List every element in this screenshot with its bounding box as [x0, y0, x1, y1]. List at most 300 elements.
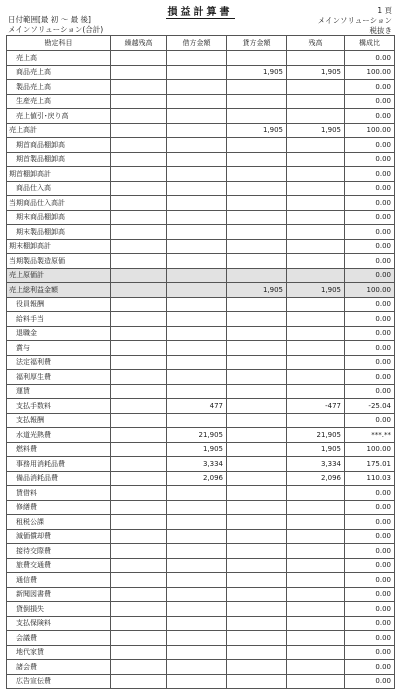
ratio-cell: 0.00 [345, 602, 395, 617]
table-row [7, 341, 395, 356]
ratio-cell: 0.00 [345, 486, 395, 501]
balance-cell: 1,905 [287, 123, 345, 138]
carryover-cell [111, 674, 167, 689]
credit-cell [227, 384, 287, 399]
balance-cell [287, 152, 345, 167]
credit-cell [227, 602, 287, 617]
carryover-cell [111, 645, 167, 660]
credit-cell [227, 239, 287, 254]
carryover-cell [111, 326, 167, 341]
ratio-cell: 0.00 [345, 167, 395, 182]
balance-cell [287, 196, 345, 211]
credit-cell [227, 167, 287, 182]
ratio-cell: 0.00 [345, 631, 395, 646]
account-name-cell: 売上原価計 [7, 268, 111, 283]
table-row [7, 428, 395, 443]
ratio-cell: -25.04 [345, 399, 395, 414]
carryover-cell [111, 399, 167, 414]
credit-cell [227, 500, 287, 515]
ratio-cell: 0.00 [345, 515, 395, 530]
balance-cell [287, 297, 345, 312]
debit-cell [167, 283, 227, 298]
balance-cell: 1,905 [287, 65, 345, 80]
ratio-cell: 0.00 [345, 645, 395, 660]
table-row [7, 283, 395, 298]
table-row [7, 123, 395, 138]
carryover-cell [111, 573, 167, 588]
account-name-cell: 期首製品棚卸高 [7, 152, 111, 167]
debit-cell [167, 123, 227, 138]
account-name-cell: 期首商品棚卸高 [7, 138, 111, 153]
ratio-cell: 100.00 [345, 283, 395, 298]
balance-cell [287, 544, 345, 559]
debit-cell [167, 529, 227, 544]
debit-cell [167, 239, 227, 254]
report-info-left [8, 15, 103, 35]
credit-cell [227, 616, 287, 631]
table-row [7, 486, 395, 501]
ratio-cell: 0.00 [345, 210, 395, 225]
ratio-cell: 0.00 [345, 94, 395, 109]
balance-cell [287, 312, 345, 327]
account-name-cell: 売上高計 [7, 123, 111, 138]
credit-cell [227, 573, 287, 588]
credit-cell [227, 587, 287, 602]
balance-cell [287, 355, 345, 370]
carryover-cell [111, 457, 167, 472]
ratio-cell: 175.01 [345, 457, 395, 472]
balance-cell [287, 51, 345, 66]
credit-cell [227, 326, 287, 341]
table-row [7, 529, 395, 544]
balance-cell [287, 616, 345, 631]
balance-cell: -477 [287, 399, 345, 414]
ratio-cell: 0.00 [345, 225, 395, 240]
carryover-cell [111, 167, 167, 182]
account-name-cell: 福利厚生費 [7, 370, 111, 385]
balance-cell [287, 529, 345, 544]
credit-cell [227, 544, 287, 559]
debit-cell [167, 326, 227, 341]
table-row [7, 167, 395, 182]
balance-cell [287, 109, 345, 124]
carryover-cell [111, 500, 167, 515]
debit-cell [167, 152, 227, 167]
account-name-cell: 退職金 [7, 326, 111, 341]
col-header-credit: 貸方金額 [227, 36, 287, 51]
ratio-cell: 100.00 [345, 65, 395, 80]
carryover-cell [111, 181, 167, 196]
ratio-cell: 0.00 [345, 297, 395, 312]
account-name-cell: 支払保険料 [7, 616, 111, 631]
credit-cell [227, 341, 287, 356]
ratio-cell: 0.00 [345, 370, 395, 385]
credit-cell [227, 355, 287, 370]
ratio-cell: 0.00 [345, 587, 395, 602]
table-row [7, 210, 395, 225]
table-row [7, 674, 395, 689]
account-name-cell: 地代家賃 [7, 645, 111, 660]
debit-cell [167, 138, 227, 153]
carryover-cell [111, 558, 167, 573]
ratio-cell: 0.00 [345, 109, 395, 124]
debit-cell [167, 268, 227, 283]
table-row [7, 254, 395, 269]
account-name-cell: 燃料費 [7, 442, 111, 457]
table-header-row [7, 36, 395, 51]
debit-cell [167, 370, 227, 385]
carryover-cell [111, 413, 167, 428]
ratio-cell: 0.00 [345, 355, 395, 370]
debit-cell: 1,905 [167, 442, 227, 457]
debit-cell [167, 573, 227, 588]
debit-cell [167, 167, 227, 182]
table-row [7, 631, 395, 646]
table-row [7, 645, 395, 660]
account-name-cell: 会議費 [7, 631, 111, 646]
credit-cell [227, 210, 287, 225]
ratio-cell: 0.00 [345, 341, 395, 356]
credit-cell [227, 660, 287, 675]
ratio-cell: 0.00 [345, 674, 395, 689]
balance-cell [287, 631, 345, 646]
report-info-right [318, 6, 392, 36]
account-name-cell: 賞与 [7, 341, 111, 356]
balance-cell [287, 645, 345, 660]
ratio-cell: 0.00 [345, 254, 395, 269]
credit-cell [227, 457, 287, 472]
table-row [7, 587, 395, 602]
account-name-cell: 商品仕入高 [7, 181, 111, 196]
debit-cell [167, 602, 227, 617]
credit-cell [227, 109, 287, 124]
credit-cell [227, 51, 287, 66]
account-name-cell: 期末製品棚卸高 [7, 225, 111, 240]
ratio-cell: 100.00 [345, 442, 395, 457]
carryover-cell [111, 196, 167, 211]
credit-cell [227, 181, 287, 196]
table-row [7, 500, 395, 515]
balance-cell [287, 94, 345, 109]
debit-cell [167, 413, 227, 428]
carryover-cell [111, 355, 167, 370]
carryover-cell [111, 341, 167, 356]
carryover-cell [111, 486, 167, 501]
debit-cell [167, 616, 227, 631]
debit-cell [167, 674, 227, 689]
account-name-cell: 減価償却費 [7, 529, 111, 544]
table-row [7, 471, 395, 486]
credit-cell [227, 268, 287, 283]
account-name-cell: 租税公課 [7, 515, 111, 530]
col-header-ratio: 構成比 [345, 36, 395, 51]
balance-cell [287, 660, 345, 675]
balance-cell [287, 181, 345, 196]
account-name-cell: 接待交際費 [7, 544, 111, 559]
report-title: 損益計算書 [167, 7, 233, 18]
carryover-cell [111, 312, 167, 327]
table-row [7, 312, 395, 327]
balance-cell: 3,334 [287, 457, 345, 472]
carryover-cell [111, 602, 167, 617]
account-name-cell: 新聞図書費 [7, 587, 111, 602]
carryover-cell [111, 660, 167, 675]
account-name-cell: 支払手数料 [7, 399, 111, 414]
table-row [7, 109, 395, 124]
carryover-cell [111, 297, 167, 312]
table-row [7, 384, 395, 399]
credit-cell [227, 312, 287, 327]
account-name-cell: 修繕費 [7, 500, 111, 515]
table-row [7, 80, 395, 95]
ratio-cell: 0.00 [345, 239, 395, 254]
credit-cell [227, 399, 287, 414]
balance-cell [287, 225, 345, 240]
table-row [7, 225, 395, 240]
debit-cell [167, 587, 227, 602]
table-row [7, 268, 395, 283]
credit-cell [227, 442, 287, 457]
debit-cell [167, 225, 227, 240]
balance-cell [287, 80, 345, 95]
account-name-cell: 旅費交通費 [7, 558, 111, 573]
col-header-debit: 借方金額 [167, 36, 227, 51]
carryover-cell [111, 370, 167, 385]
credit-cell [227, 674, 287, 689]
account-name-cell: 賃借料 [7, 486, 111, 501]
ratio-cell: 110.03 [345, 471, 395, 486]
ratio-cell: ***.** [345, 428, 395, 443]
credit-cell: 1,905 [227, 283, 287, 298]
debit-cell [167, 109, 227, 124]
carryover-cell [111, 587, 167, 602]
credit-cell [227, 428, 287, 443]
table-row [7, 413, 395, 428]
credit-cell [227, 370, 287, 385]
balance-cell [287, 500, 345, 515]
income-statement-table [6, 35, 395, 689]
carryover-cell [111, 631, 167, 646]
account-name-cell: 期末棚卸高計 [7, 239, 111, 254]
balance-cell [287, 674, 345, 689]
debit-cell [167, 210, 227, 225]
ratio-cell: 0.00 [345, 413, 395, 428]
account-name-cell: 生産売上高 [7, 94, 111, 109]
debit-cell [167, 515, 227, 530]
ratio-cell: 0.00 [345, 384, 395, 399]
table-row [7, 573, 395, 588]
account-name-cell: 売上高 [7, 51, 111, 66]
debit-cell [167, 544, 227, 559]
account-name-cell: 通信費 [7, 573, 111, 588]
table-row [7, 65, 395, 80]
account-name-cell: 役員報酬 [7, 297, 111, 312]
credit-cell [227, 631, 287, 646]
ratio-cell: 0.00 [345, 500, 395, 515]
credit-cell [227, 196, 287, 211]
debit-cell [167, 631, 227, 646]
ratio-cell: 0.00 [345, 529, 395, 544]
credit-cell [227, 529, 287, 544]
balance-cell [287, 210, 345, 225]
col-header-carryover: 繰越残高 [111, 36, 167, 51]
balance-cell [287, 384, 345, 399]
balance-cell [287, 602, 345, 617]
balance-cell [287, 254, 345, 269]
credit-cell [227, 515, 287, 530]
credit-cell [227, 471, 287, 486]
ratio-cell: 0.00 [345, 573, 395, 588]
account-name-cell: 広告宣伝費 [7, 674, 111, 689]
account-name-cell: 事務用消耗品費 [7, 457, 111, 472]
carryover-cell [111, 152, 167, 167]
credit-cell [227, 138, 287, 153]
account-name-cell: 備品消耗品費 [7, 471, 111, 486]
company-name-right: メインソリューション [317, 16, 392, 25]
balance-cell: 1,905 [287, 442, 345, 457]
carryover-cell [111, 544, 167, 559]
ratio-cell: 0.00 [345, 51, 395, 66]
carryover-cell [111, 515, 167, 530]
debit-cell: 2,096 [167, 471, 227, 486]
balance-cell [287, 167, 345, 182]
table-row [7, 370, 395, 385]
debit-cell [167, 65, 227, 80]
table-row [7, 138, 395, 153]
debit-cell: 21,905 [167, 428, 227, 443]
balance-cell [287, 268, 345, 283]
ratio-cell: 0.00 [345, 80, 395, 95]
ratio-cell: 0.00 [345, 660, 395, 675]
account-name-cell: 運賃 [7, 384, 111, 399]
balance-cell [287, 413, 345, 428]
balance-cell [287, 573, 345, 588]
carryover-cell [111, 94, 167, 109]
account-name-cell: 貸倒損失 [7, 602, 111, 617]
carryover-cell [111, 268, 167, 283]
carryover-cell [111, 616, 167, 631]
carryover-cell [111, 283, 167, 298]
table-row [7, 94, 395, 109]
table-row [7, 181, 395, 196]
date-range-label: 日付範囲[最 初 ～ 最 後] [8, 15, 91, 24]
credit-cell [227, 486, 287, 501]
ratio-cell: 0.00 [345, 138, 395, 153]
carryover-cell [111, 80, 167, 95]
debit-cell [167, 196, 227, 211]
table-row [7, 558, 395, 573]
balance-cell [287, 239, 345, 254]
carryover-cell [111, 138, 167, 153]
account-name-cell: 商品売上高 [7, 65, 111, 80]
table-row [7, 442, 395, 457]
carryover-cell [111, 225, 167, 240]
table-row [7, 457, 395, 472]
debit-cell [167, 558, 227, 573]
account-name-cell: 売上値引･戻り高 [7, 109, 111, 124]
balance-cell: 1,905 [287, 283, 345, 298]
debit-cell [167, 500, 227, 515]
company-name-left: メインソリューション(合計) [8, 25, 104, 34]
carryover-cell [111, 210, 167, 225]
ratio-cell: 0.00 [345, 616, 395, 631]
table-row [7, 297, 395, 312]
balance-cell [287, 515, 345, 530]
balance-cell: 2,096 [287, 471, 345, 486]
ratio-cell: 0.00 [345, 544, 395, 559]
table-row [7, 544, 395, 559]
balance-cell [287, 370, 345, 385]
page-number: 1 頁 [377, 6, 392, 15]
credit-cell [227, 297, 287, 312]
table-row [7, 515, 395, 530]
account-name-cell: 給料手当 [7, 312, 111, 327]
credit-cell [227, 558, 287, 573]
table-row [7, 51, 395, 66]
table-row [7, 239, 395, 254]
carryover-cell [111, 65, 167, 80]
table-row [7, 616, 395, 631]
credit-cell [227, 413, 287, 428]
table-row [7, 355, 395, 370]
balance-cell [287, 558, 345, 573]
carryover-cell [111, 123, 167, 138]
account-name-cell: 期末商品棚卸高 [7, 210, 111, 225]
account-name-cell: 法定福利費 [7, 355, 111, 370]
credit-cell [227, 80, 287, 95]
balance-cell [287, 326, 345, 341]
balance-cell: 21,905 [287, 428, 345, 443]
account-name-cell: 諸会費 [7, 660, 111, 675]
carryover-cell [111, 471, 167, 486]
ratio-cell: 0.00 [345, 268, 395, 283]
table-row [7, 326, 395, 341]
balance-cell [287, 138, 345, 153]
account-name-cell: 売上総利益金額 [7, 283, 111, 298]
ratio-cell: 0.00 [345, 196, 395, 211]
carryover-cell [111, 529, 167, 544]
ratio-cell: 0.00 [345, 326, 395, 341]
debit-cell [167, 94, 227, 109]
debit-cell [167, 80, 227, 95]
balance-cell [287, 341, 345, 356]
debit-cell [167, 384, 227, 399]
table-row [7, 196, 395, 211]
account-name-cell: 製品売上高 [7, 80, 111, 95]
balance-cell [287, 587, 345, 602]
ratio-cell: 100.00 [345, 123, 395, 138]
credit-cell [227, 94, 287, 109]
col-header-balance: 残高 [287, 36, 345, 51]
credit-cell [227, 254, 287, 269]
ratio-cell: 0.00 [345, 312, 395, 327]
carryover-cell [111, 239, 167, 254]
carryover-cell [111, 254, 167, 269]
credit-cell: 1,905 [227, 123, 287, 138]
credit-cell [227, 225, 287, 240]
balance-cell [287, 486, 345, 501]
table-row [7, 152, 395, 167]
debit-cell [167, 254, 227, 269]
carryover-cell [111, 384, 167, 399]
debit-cell [167, 51, 227, 66]
carryover-cell [111, 428, 167, 443]
col-header-account: 勘定科目 [7, 36, 111, 51]
carryover-cell [111, 109, 167, 124]
carryover-cell [111, 51, 167, 66]
credit-cell [227, 645, 287, 660]
carryover-cell [111, 442, 167, 457]
